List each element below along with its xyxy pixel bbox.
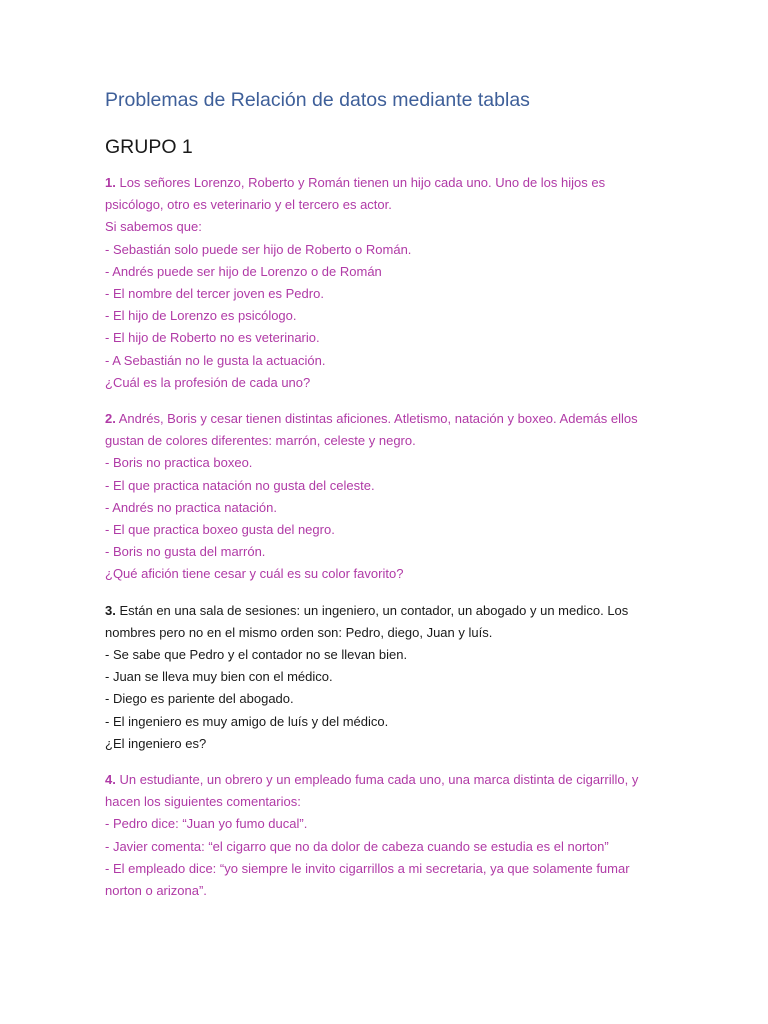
problem-line: Si sabemos que: <box>105 219 202 235</box>
problem-number: 2. <box>105 411 116 427</box>
problem-line: - El nombre del tercer joven es Pedro. <box>105 286 324 302</box>
problem-4 <box>105 769 665 902</box>
problem-3 <box>105 600 665 755</box>
problem-text: Andrés, Boris y cesar tienen distintas aficiones. Atletismo, natación y boxeo. Además ellos gustan de colores diferentes: marrón, celeste y negro. <box>105 411 638 449</box>
problem-line: - El que practica boxeo gusta del negro. <box>105 522 335 538</box>
problem-line: - Andrés puede ser hijo de Lorenzo o de Román <box>105 263 382 279</box>
document-page <box>105 86 665 916</box>
problem-line: - Sebastián solo puede ser hijo de Roberto o Román. <box>105 241 412 257</box>
problem-line: - El empleado dice: “yo siempre le invito cigarrillos a mi secretaria, ya que solamente fumar norton o arizona”. <box>105 860 630 899</box>
problem-line <box>105 600 665 644</box>
problem-line: - El hijo de Roberto no es veterinario. <box>105 330 320 346</box>
problem-text: Están en una sala de sesiones: un ingeniero, un contador, un abogado y un medico. Los nombres pero no en el mismo orden son: Pedro, diego, Juan y luís. <box>105 602 629 640</box>
problem-1 <box>105 172 665 394</box>
problem-line: - Boris no practica boxeo. <box>105 455 253 471</box>
problem-line: - Pedro dice: “Juan yo fumo ducal”. <box>105 816 308 832</box>
problem-line: - Javier comenta: “el cigarro que no da dolor de cabeza cuando se estudia es el norton” <box>105 838 609 854</box>
problem-line: - Andrés no practica natación. <box>105 499 277 515</box>
problem-line <box>105 408 665 452</box>
problem-line: - Boris no gusta del marrón. <box>105 544 266 560</box>
problem-question: ¿El ingeniero es? <box>105 735 207 751</box>
problem-line: - Se sabe que Pedro y el contador no se llevan bien. <box>105 647 408 663</box>
problem-number: 3. <box>105 602 116 618</box>
document-title: Problemas de Relación de datos mediante tablas <box>105 89 530 111</box>
problem-number: 4. <box>105 772 116 788</box>
problem-line: - El hijo de Lorenzo es psicólogo. <box>105 308 297 324</box>
problem-question: ¿Qué afición tiene cesar y cuál es su color favorito? <box>105 566 404 582</box>
problem-line <box>105 769 665 813</box>
problem-number: 1. <box>105 175 116 190</box>
problem-2 <box>105 408 665 586</box>
problem-line <box>105 172 665 216</box>
problem-question: ¿Cuál es la profesión de cada uno? <box>105 374 311 390</box>
problem-text: Un estudiante, un obrero y un empleado fuma cada uno, una marca distinta de cigarrillo, y hacen los siguientes comentarios: <box>105 772 639 810</box>
group-heading: GRUPO 1 <box>105 136 193 158</box>
problem-line: - El ingeniero es muy amigo de luís y del médico. <box>105 713 389 729</box>
problem-line: - El que practica natación no gusta del celeste. <box>105 477 375 493</box>
problem-text: Los señores Lorenzo, Roberto y Román tienen un hijo cada uno. Uno de los hijos es psicólogo, otro es veterinario y el tercero es actor. <box>105 175 606 213</box>
problem-line: - A Sebastián no le gusta la actuación. <box>105 352 326 368</box>
problem-line: - Diego es pariente del abogado. <box>105 691 294 707</box>
problem-line: - Juan se lleva muy bien con el médico. <box>105 669 333 685</box>
